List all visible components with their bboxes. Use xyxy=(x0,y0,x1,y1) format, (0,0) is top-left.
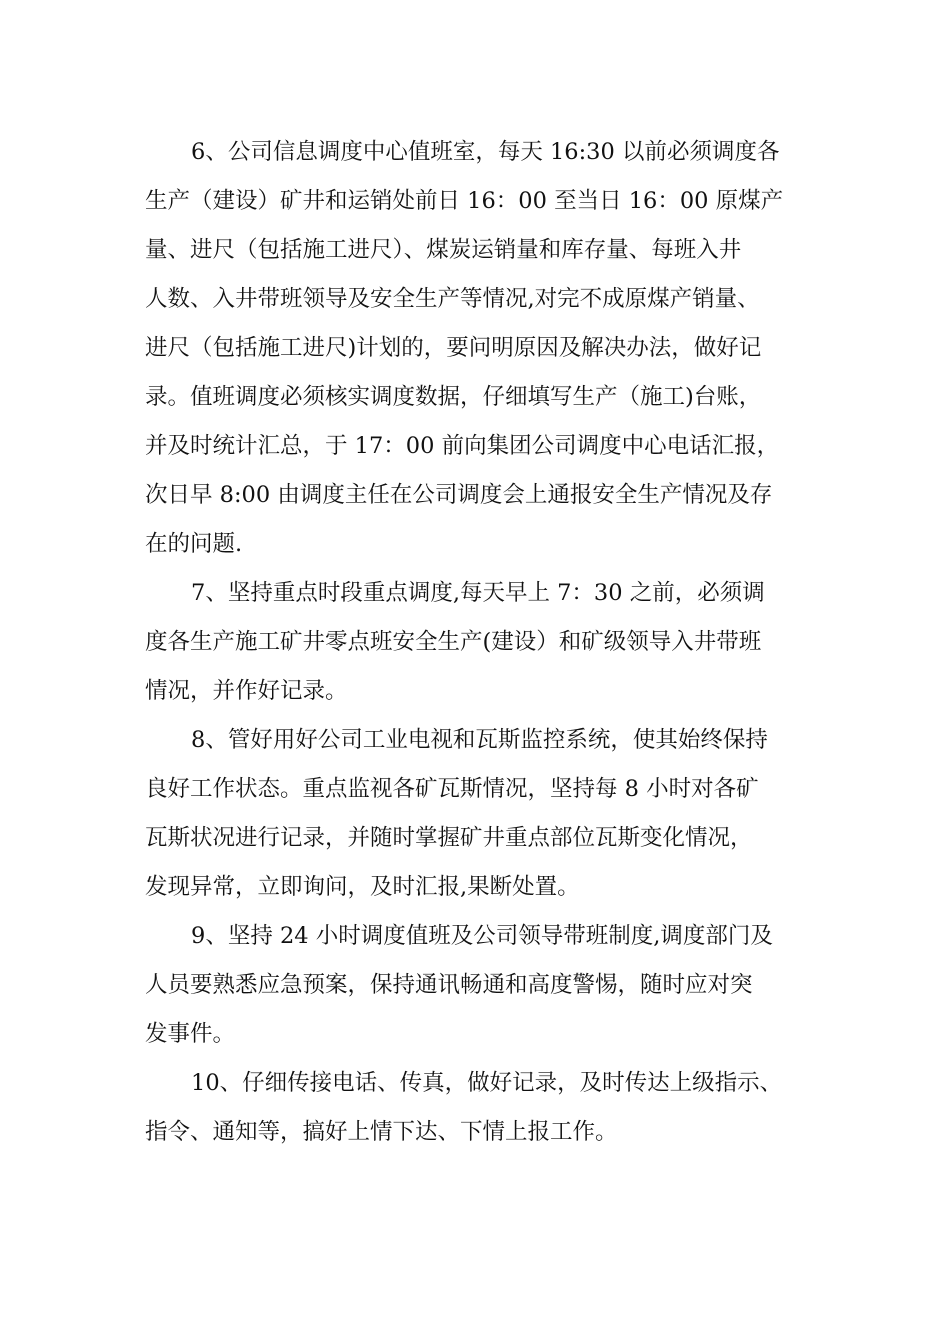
text-line: 量、进尺（包括施工进尺）、煤炭运销量和库存量、每班入井 xyxy=(145,237,742,263)
text-line: 良好工作状态。重点监视各矿瓦斯情况，坚持每 8 小时对各矿 xyxy=(145,776,759,802)
text-line: 8、管好用好公司工业电视和瓦斯监控系统，使其始终保持 xyxy=(191,727,768,753)
paragraph-item-7 xyxy=(145,569,825,716)
text-line: 7、坚持重点时段重点调度,每天早上 7：30 之前，必须调 xyxy=(191,580,765,606)
text-line: 瓦斯状况进行记录，并随时掌握矿井重点部位瓦斯变化情况， xyxy=(145,825,753,851)
paragraph-item-6 xyxy=(145,128,825,569)
text-line: 度各生产施工矿井零点班安全生产(建设）和矿级领导入井带班 xyxy=(145,629,762,655)
text-line: 进尺（包括施工进尺)计划的，要问明原因及解决办法，做好记 xyxy=(145,335,762,361)
paragraph-item-9 xyxy=(145,912,825,1059)
text-line: 发现异常，立即询问，及时汇报,果断处置。 xyxy=(145,874,580,900)
text-line: 6、公司信息调度中心值班室，每天 16:30 以前必须调度各 xyxy=(191,139,780,165)
text-line: 9、坚持 24 小时调度值班及公司领导带班制度,调度部门及 xyxy=(191,923,773,949)
text-line: 10、仔细传接电话、传真，做好记录，及时传达上级指示、 xyxy=(191,1070,783,1096)
text-line: 人员要熟悉应急预案，保持通讯畅通和高度警惕，随时应对突 xyxy=(145,972,753,998)
text-line: 生产（建设）矿井和运销处前日 16：00 至当日 16：00 原煤产 xyxy=(145,188,784,214)
text-line: 指令、通知等，搞好上情下达、下情上报工作。 xyxy=(145,1119,618,1145)
text-line: 并及时统计汇总，于 17：00 前向集团公司调度中心电话汇报， xyxy=(145,433,780,459)
text-line: 在的问题. xyxy=(145,531,243,557)
paragraph-item-10 xyxy=(145,1059,825,1157)
document-body xyxy=(145,128,825,1157)
text-line: 次日早 8:00 由调度主任在公司调度会上通报安全生产情况及存 xyxy=(145,482,773,508)
text-line: 人数、入井带班领导及安全生产等情况,对完不成原煤产销量、 xyxy=(145,286,760,312)
paragraph-item-8 xyxy=(145,716,825,912)
text-line: 录。值班调度必须核实调度数据，仔细填写生产（施工)台账， xyxy=(145,384,762,410)
text-line: 发事件。 xyxy=(145,1021,236,1047)
text-line: 情况，并作好记录。 xyxy=(145,678,348,704)
